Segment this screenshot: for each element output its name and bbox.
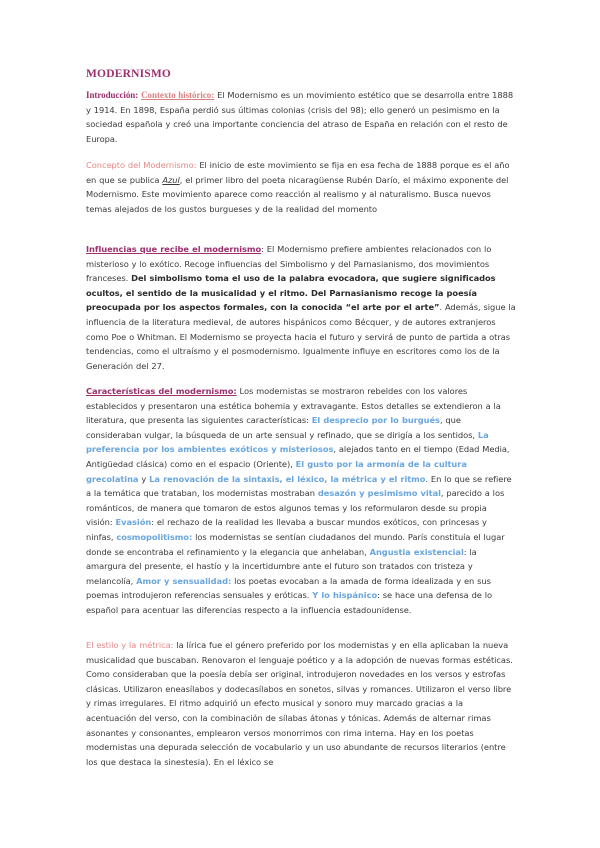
char-text: los poetas evocaban a la amada de forma idealizada y en sus poemas introdujeron referencias sensuales y eróticas. xyxy=(86,575,491,601)
char-highlight: Angustia existencial xyxy=(369,546,464,557)
char-highlight: desazón y pesimismo vital xyxy=(317,488,441,499)
concept-text-b: , el primer libro del poeta nicaragüense Rubén Darío, el máximo exponente del Modernismo. Este movimiento aparece como reacción al realismo y al naturalismo. Busca nuevos temas alejados de los gustos burgueses y de la realidad del momento xyxy=(86,174,509,214)
concept-text-a: El inicio de este movimiento se fija en esa fecha de 1888 porque es el año en que se publica xyxy=(86,160,510,185)
influences-label: Influencias que recibe el modernismo xyxy=(86,244,262,254)
char-highlight: Amor y sensualidad: xyxy=(136,575,232,586)
char-highlight: La preferencia por los ambientes exóticos y misteriosos xyxy=(86,429,489,455)
char-highlight: Y lo hispánico xyxy=(312,590,378,601)
char-highlight: cosmopolitismo: xyxy=(116,531,193,542)
context-label: Contexto histórico: xyxy=(141,90,215,100)
influences-paragraph xyxy=(86,242,516,373)
char-text: , parecido a los románticos, de manera que tomaron de estos algunos temas y los reformularon desde su propia visión: xyxy=(86,488,505,528)
characteristics-label: Características del modernismo: xyxy=(86,386,237,396)
page-title: MODERNISMO xyxy=(86,68,172,80)
concept-label: Concepto del Modernismo: xyxy=(86,160,197,170)
influences-bold: Del simbolismo toma el uso de la palabra evocadora, que sugiere significados ocultos, el sentido de la musicalidad y el ritmo. Del Parnasianismo recoge la poesía preocupada por los aspectos formales, con la conocida “el arte por el arte” xyxy=(86,273,496,313)
char-text: : se hace una defensa de lo español para acentuar las diferencias respecto a la influencia estadounidense. xyxy=(86,590,493,615)
style-text: la lírica fue el género preferido por los modernistas y en ella aplicaban la nueva musicalidad que buscaban. Renovaron el lenguaje poético y a la adopción de nuevas formas estéticas. Como consideraban que la poesía debía ser original, introdujeron novedades en los versos y estrofas clásicas. Utilizaron eneasílabos y dodecasílabos en sonetos, silvas y romances. Utilizaron el verso libre y rimas irregulares. El ritmo adquirió un efecto musical y sonoro muy marcado gracias a la acentuación del verso, con la combinación de sílabas átonas y tónicas. Además de alternar rimas asonantes y consonantes, emplearon versos monorrimos con rima interna. Hay en los poetas modernistas una depurada selección de vocabulario y un uso abundante de recursos literarios (entre los que destaca la sinestesia). En el léxico se xyxy=(86,640,513,767)
char-highlight: Evasión xyxy=(115,517,152,528)
influences-text-a: : El Modernismo prefiere ambientes relacionados con lo misterioso y lo exótico. Recoge influencias del Simbolismo y del Parnasianismo, dos movimientos franceses. xyxy=(86,244,492,284)
influences-text-b: . Además, sigue la influencia de la literatura medieval, de autores hispánicos como Bécquer, y de autores extranjeros como Poe o Whitman. El Modernismo se proyecta hacia el futuro y servirá de punto de partida a otras tendencias, como el ultraísmo y el posmodernismo. Igualmente influye en escritores como los de la Generación del 27. xyxy=(86,302,516,371)
char-text: Los modernistas se mostraron rebeldes con los valores establecidos y presentaron una estética bohemia y extravagante. Estos detalles se extendieron a la literatura, que presenta las siguientes características: xyxy=(86,386,501,426)
char-text: , que consideraban vulgar, la búsqueda de un arte sensual y refinado, que se dirigía a los sentidos, xyxy=(86,415,478,440)
concept-paragraph xyxy=(86,158,516,216)
char-highlight: El gusto por la armonía de la cultura grecolatina xyxy=(86,458,467,484)
char-highlight: La renovación de la sintaxis, el léxico, la métrica y el ritmo xyxy=(149,473,426,484)
char-text: : el rechazo de la realidad les llevaba a buscar mundos exóticos, con princesas y ninfas, xyxy=(86,517,487,542)
intro-label: Introducción: xyxy=(86,90,139,100)
char-text: : la amargura del presente, el hastío y la incertidumbre ante el futuro son tratados con tristeza y melancolía, xyxy=(86,546,477,586)
intro-paragraph xyxy=(86,88,516,146)
char-highlight: El desprecio por lo burgués xyxy=(311,415,440,426)
char-text: . En lo que se refiere a la temática que trataban, los modernistas mostraban xyxy=(86,473,512,499)
intro-text: El Modernismo es un movimiento estético que se desarrolla entre 1888 y 1914. En 1898, España perdió sus últimas colonias (crisis del 98); ello generó un pesimismo en la sociedad española y creó una importante conciencia del atraso de España en relación con el resto de Europa. xyxy=(86,90,514,144)
char-text: , alejados tanto en el tiempo (Edad Media, Antigüedad clásica) como en el espacio (Oriente), xyxy=(86,444,510,469)
style-paragraph xyxy=(86,638,516,769)
style-label: El estilo y la métrica: xyxy=(86,640,174,650)
char-text: los modernistas se sentían ciudadanos del mundo. París constituía el lugar donde se encontraba el refinamiento y la elegancia que anhelaban, xyxy=(86,531,505,557)
characteristics-paragraph xyxy=(86,384,516,618)
char-text: y xyxy=(138,473,150,484)
book-title: Azul xyxy=(162,174,180,185)
